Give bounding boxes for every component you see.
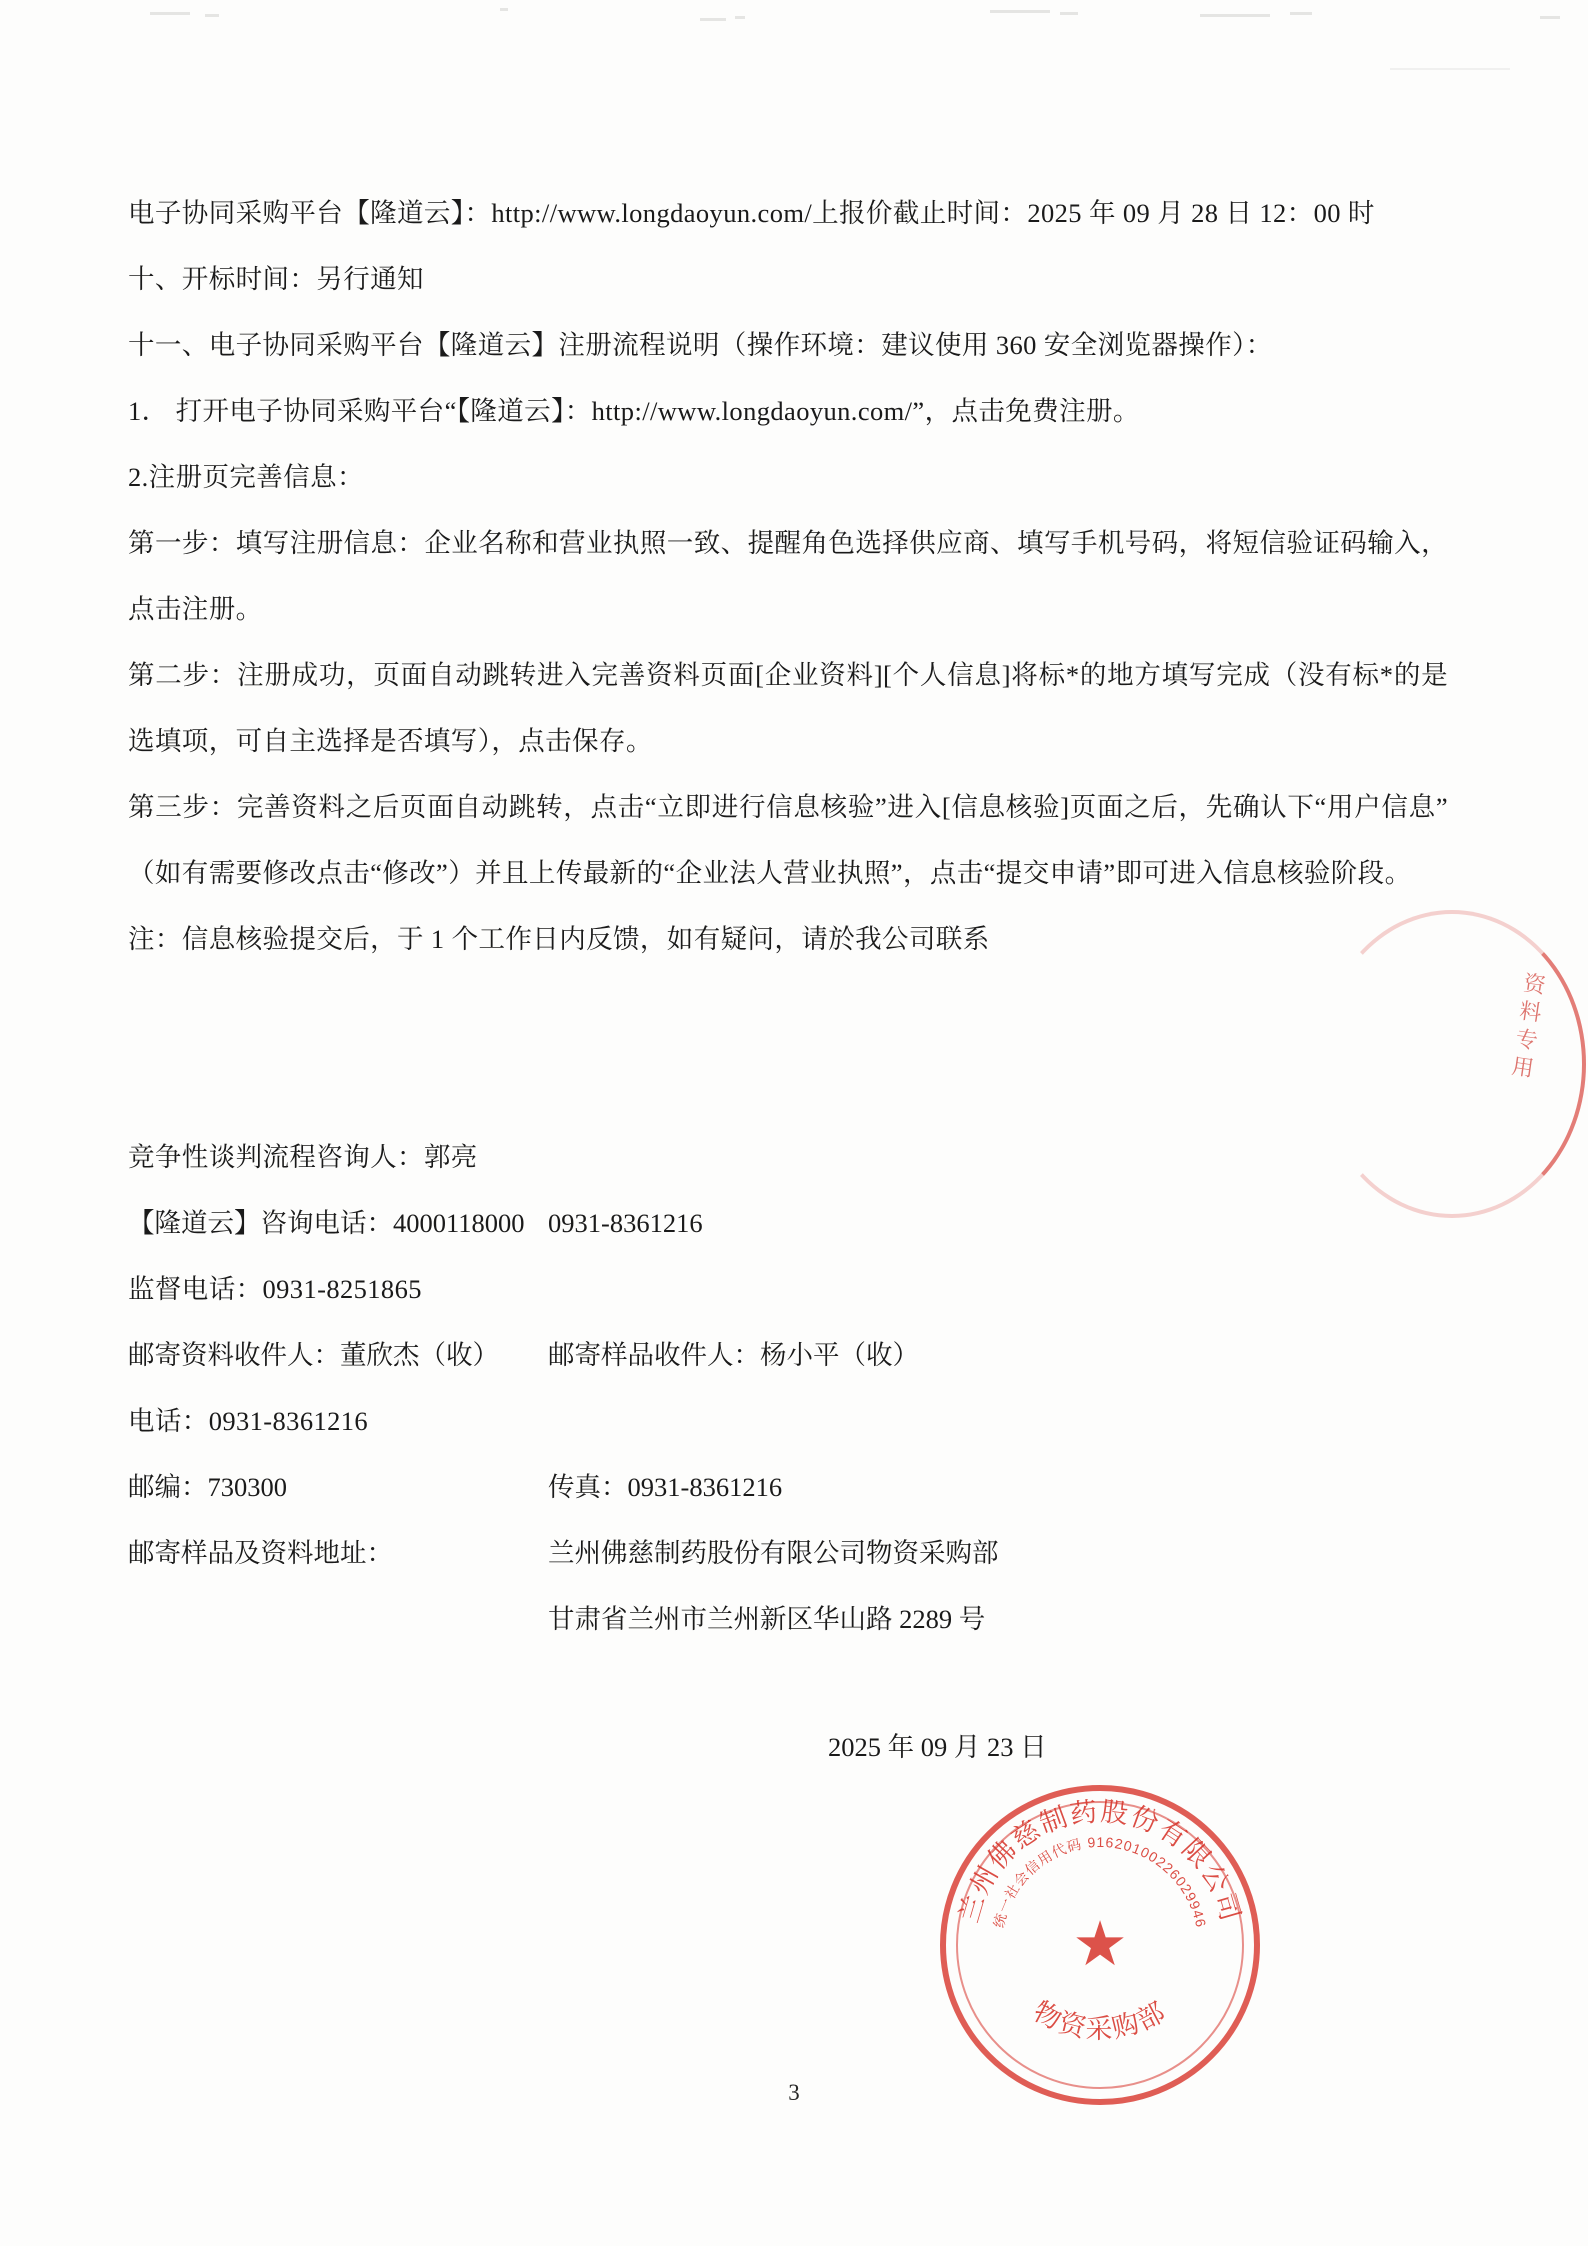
paragraph-platform-deadline: 电子协同采购平台【隆道云】：http://www.longdaoyun.com/上报价截止时间：2025 年 09 月 28 日 12：00 时 xyxy=(128,198,1375,228)
contact-address-company: 兰州佛慈制药股份有限公司物资采购部 xyxy=(548,1538,999,1568)
contact-hotline-extra: 0931-8361216 xyxy=(548,1208,703,1238)
contact-address-detail-row xyxy=(128,1586,1448,1652)
contact-address-label: 邮寄样品及资料地址： xyxy=(128,1538,393,1568)
paragraph-item-ten: 十、开标时间：另行通知 xyxy=(128,264,424,294)
scan-artifacts xyxy=(0,0,1588,40)
contact-receivers-row xyxy=(128,1322,1448,1388)
contact-postcode-row xyxy=(128,1454,1448,1520)
seal-outer-ring xyxy=(940,1785,1260,2105)
contact-supervise: 监督电话：0931-8251865 xyxy=(128,1274,422,1304)
paragraph-sub-step-1: 第一步：填写注册信息：企业名称和营业执照一致、提醒角色选择供应商、填写手机号码，将短信验证码输入，点击注册。 xyxy=(128,528,1448,624)
spacer xyxy=(128,972,1448,1038)
seal-star-icon: ★ xyxy=(1072,1911,1128,1979)
contact-mail-receiver: 邮寄资料收件人：董欣杰（收） xyxy=(128,1340,499,1370)
contact-hotline-label: 【隆道云】咨询电话：4000118000 xyxy=(128,1208,525,1238)
contact-address-detail: 甘肃省兰州市兰州新区华山路 2289 号 xyxy=(548,1604,986,1634)
page-number: 3 xyxy=(788,2080,800,2105)
spacer xyxy=(128,1586,548,1652)
signature-date: 2025 年 09 月 23 日 xyxy=(828,1732,1047,1762)
svg-text:统一社会信用代码 91620100226029946: 统一社会信用代码 91620100226029946 xyxy=(990,1833,1210,1930)
paragraph-step-2: 2.注册页完善信息： xyxy=(128,462,364,492)
svg-text:兰州佛慈制药股份有限公司: 兰州佛慈制药股份有限公司 xyxy=(953,1796,1247,1926)
seal-inner-ring xyxy=(956,1801,1244,2089)
contact-consultant: 竞争性谈判流程咨询人：郭亮 xyxy=(128,1142,478,1172)
seal-stamp-partial xyxy=(1438,910,1588,1210)
document-body xyxy=(128,180,1448,1780)
paragraph-sub-step-3: 第三步：完善资料之后页面自动跳转，点击“立即进行信息核验”进入[信息核验]页面之后，先确认下“用户信息”（如有需要修改点击“修改”）并且上传最新的“企业法人营业执照”，点击“提交申请”即可进入信息核验阶段。 xyxy=(128,792,1448,888)
contact-hotline-row xyxy=(128,1190,1448,1256)
seal-stamp-company xyxy=(940,1785,1260,2105)
spacer xyxy=(128,1038,1448,1124)
paragraph-step-1: 1． 打开电子协同采购平台“【隆道云】：http://www.longdaoyun.com/”，点击免费注册。 xyxy=(128,396,1140,426)
contact-sample-receiver: 邮寄样品收件人：杨小平（收） xyxy=(548,1340,919,1370)
paragraph-sub-step-2: 第二步：注册成功，页面自动跳转进入完善资料页面[企业资料][个人信息]将标*的地方填写完成（没有标*的是选填项，可自主选择是否填写），点击保存。 xyxy=(128,660,1448,756)
contact-phone: 电话：0931-8361216 xyxy=(128,1406,369,1436)
seal-code-text xyxy=(940,1785,1260,2105)
svg-text:物资采购部: 物资采购部 xyxy=(1028,1995,1172,2044)
paragraph-item-eleven: 十一、电子协同采购平台【隆道云】注册流程说明（操作环境：建议使用 360 安全浏览器操作）： xyxy=(128,330,1273,360)
seal-top-text xyxy=(940,1785,1260,2105)
seal-partial-text: 资料专用 xyxy=(1507,970,1548,1085)
contact-fax: 传真：0931-8361216 xyxy=(548,1472,783,1502)
contact-postcode: 邮编：730300 xyxy=(128,1472,287,1502)
contact-address-row xyxy=(128,1520,1448,1586)
paragraph-note: 注：信息核验提交后，于 1 个工作日内反馈，如有疑问，请於我公司联系 xyxy=(128,924,990,954)
